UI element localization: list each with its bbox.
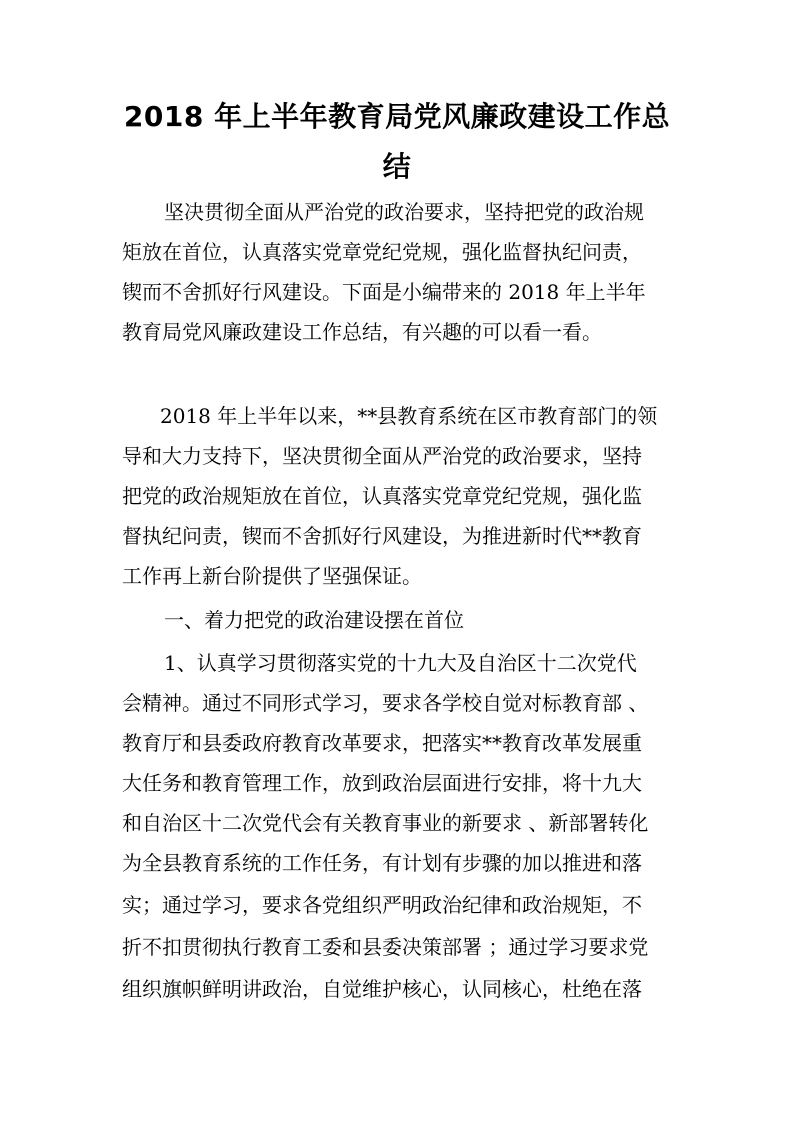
item-line: 教育厅和县委政府教育改革要求，把落实**教育改革发展重 (122, 731, 642, 755)
item-line: 1、认真学习贯彻落实党的十九大及自治区十二次党代 (164, 651, 637, 675)
intro-line: 教育局党风廉政建设工作总结，有兴趣的可以看一看。 (122, 320, 602, 344)
item-line: 组织旗帜鲜明讲政治，自觉维护核心，认同核心，杜绝在落 (122, 977, 642, 1001)
item-line: 和自治区十二次党代会有关教育事业的新要求 、新部署转化 (122, 811, 649, 835)
paragraph-line: 导和大力支持下，坚决贯彻全面从严治党的政治要求，坚持 (122, 444, 642, 468)
intro-line: 矩放在首位，认真落实党章党纪党规，强化监督执纪问责， (122, 240, 642, 264)
paragraph-line: 工作再上新台阶提供了坚强保证。 (122, 564, 422, 588)
document-title: 2018 年上半年教育局党风廉政建设工作总结 (123, 100, 671, 183)
paragraph-line: 督执纪问责，锲而不舍抓好行风建设，为推进新时代**教育 (122, 524, 642, 548)
item-line: 折不扣贯彻执行教育工委和县委决策部署 ；通过学习要求党 (122, 935, 649, 959)
paragraph-line: 2018 年上半年以来，**县教育系统在区市教育部门的领 (160, 404, 658, 428)
section-heading: 一、着力把党的政治建设摆在首位 (164, 608, 464, 632)
paragraph-line: 把党的政治规矩放在首位，认真落实党章党纪党规，强化监 (122, 484, 642, 508)
intro-line: 锲而不舍抓好行风建设。下面是小编带来的 2018 年上半年 (122, 280, 646, 304)
item-line: 大任务和教育管理工作，放到政治层面进行安排，将十九大 (122, 771, 642, 795)
item-line: 实；通过学习，要求各党组织严明政治纪律和政治规矩，不 (122, 893, 642, 917)
item-line: 为全县教育系统的工作任务，有计划有步骤的加以推进和落 (122, 851, 642, 875)
item-line: 会精神。通过不同形式学习，要求各学校自觉对标教育部 、 (122, 691, 649, 715)
intro-line: 坚决贯彻全面从严治党的政治要求，坚持把党的政治规 (164, 200, 644, 224)
